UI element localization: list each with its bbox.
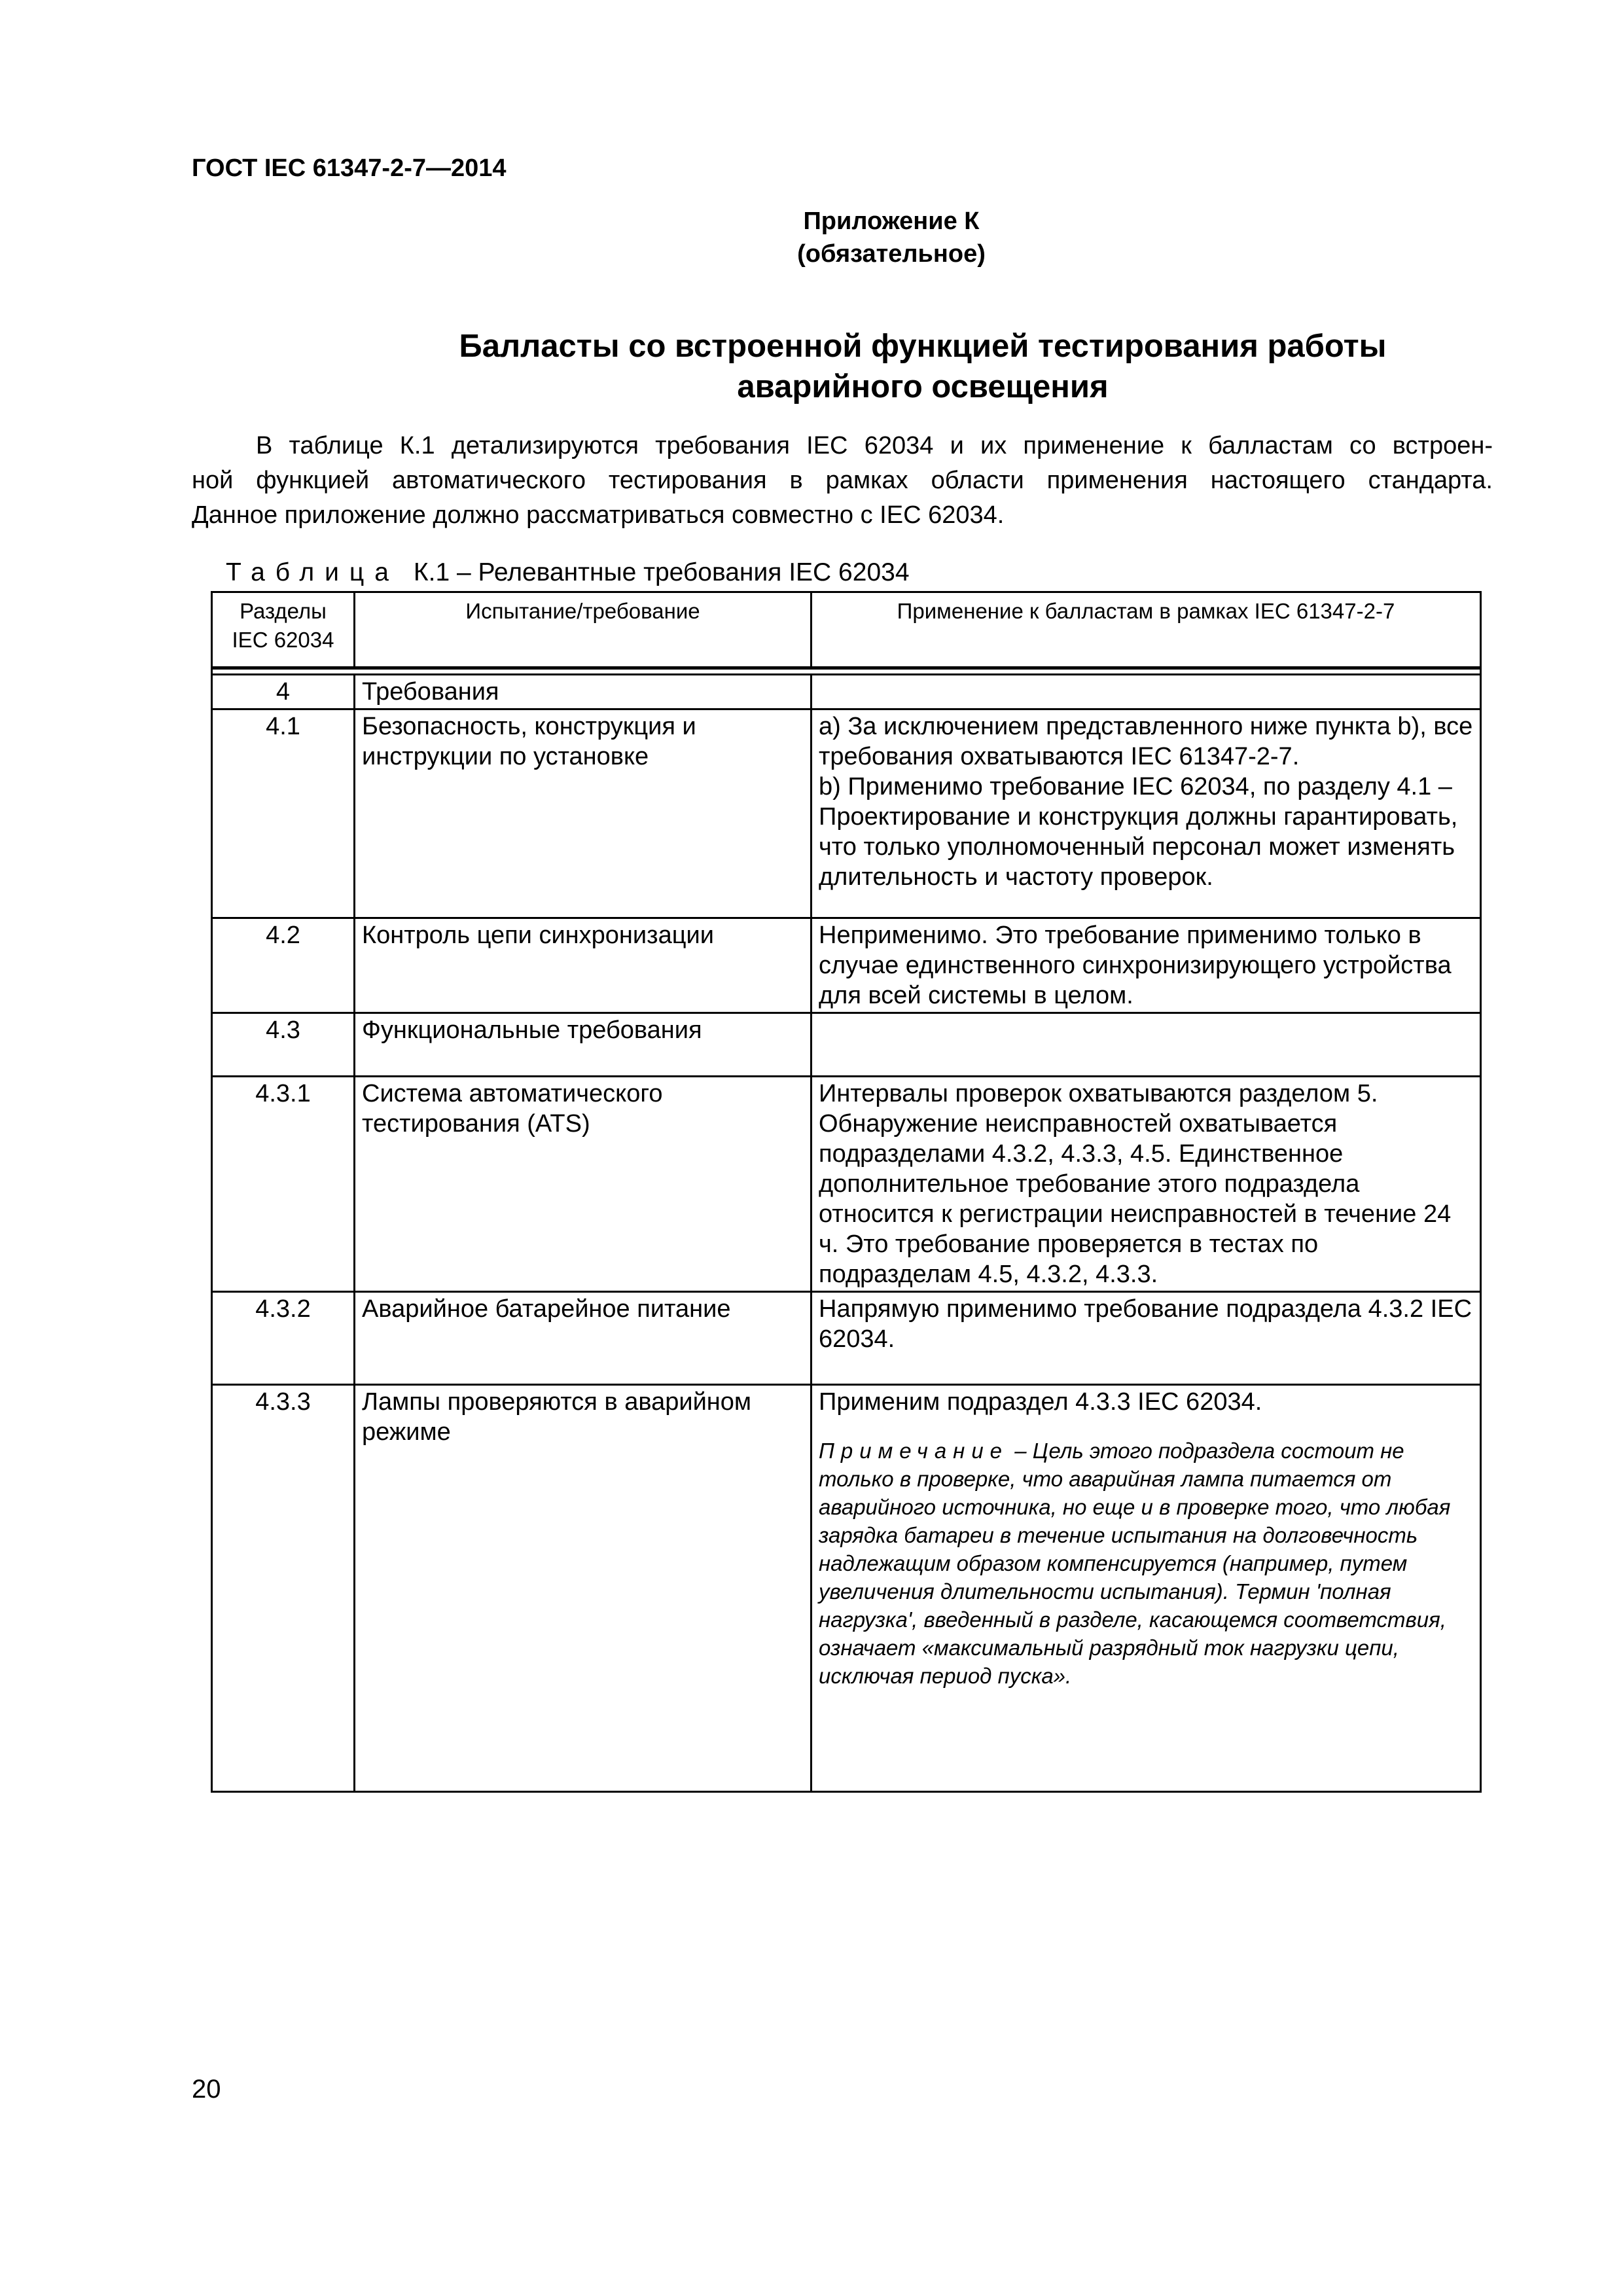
row-application: Интервалы проверок охватываются разделом 5. Обнаружение неисправностей охватывается подразделами 4.3.2, 4.3.3, 4.5. Единственное дополнительное требование этого подраздела относится к регистрации неисправностей в течение 24 ч. Это требование проверяется в тестах по подразделам 4.5, 4.3.2, 4.3.3. <box>812 1077 1481 1292</box>
row-requirement: Аварийное батарейное питание <box>355 1292 812 1385</box>
row-requirement: Требования <box>355 675 812 709</box>
row-section: 4.3.1 <box>212 1077 355 1292</box>
table-row <box>212 918 1481 1013</box>
table-caption-text: К.1 – Релевантные требования IEC 62034 <box>413 558 910 586</box>
header-sections-line-2: IEC 62034 <box>232 628 334 652</box>
intro-line-2: ной функцией автоматического тестирования в рамках области применения настоящего стандарта. <box>192 467 1493 494</box>
row-application <box>812 1385 1481 1792</box>
header-divider <box>212 668 1481 675</box>
intro-line-1: В таблице К.1 детализируются требования IEC 62034 и их применение к балластам со встроен- <box>256 432 1493 459</box>
row-application: Напрямую применимо требование подраздела 4.3.2 IEC 62034. <box>812 1292 1481 1385</box>
table-row <box>212 675 1481 709</box>
row-section: 4.3.3 <box>212 1385 355 1792</box>
annex-status: (обязательное) <box>797 240 986 268</box>
document-code: ГОСТ IEC 61347-2-7—2014 <box>192 154 507 182</box>
row-requirement: Функциональные требования <box>355 1013 812 1077</box>
row-section: 4.3.2 <box>212 1292 355 1385</box>
header-application: Применение к балластам в рамках IEC 61347-2-7 <box>812 592 1481 668</box>
row-application <box>812 709 1481 918</box>
row-section: 4.2 <box>212 918 355 1013</box>
row-section: 4.3 <box>212 1013 355 1077</box>
application-item-a: а) За исключением представленного ниже пункта b), все требования охватываются IEC 61347-2-7. <box>819 713 1473 770</box>
table-caption <box>226 558 910 587</box>
table-row <box>212 709 1481 918</box>
note-label: Примечание <box>819 1439 1009 1463</box>
requirements-table <box>211 591 1482 1793</box>
row-application <box>812 675 1481 709</box>
table-row <box>212 1385 1481 1792</box>
note-text: – Цель этого подраздела состоит не только в проверке, что аварийная лампа питается от аварийного источника, но еще и в проверке того, что любая зарядка батареи в течение испытания на долговечность надлежащим образом компенсируется (например, путем увеличения длительности испытания). Термин 'полная нагрузка', введенный в разделе, касающемся соответствия, означает «максимальный разрядный ток нагрузки цепи, исключая период пуска». <box>819 1439 1451 1688</box>
table-row <box>212 1077 1481 1292</box>
row-requirement: Контроль цепи синхронизации <box>355 918 812 1013</box>
table-row <box>212 1292 1481 1385</box>
row-section: 4 <box>212 675 355 709</box>
header-requirement: Испытание/требование <box>355 592 812 668</box>
header-sections-line-1: Разделы <box>240 599 327 623</box>
intro-line-3: Данное приложение должно рассматриваться совместно с IEC 62034. <box>192 501 1005 529</box>
application-text: Применим подраздел 4.3.3 IEC 62034. <box>819 1388 1262 1416</box>
row-application: Неприменимо. Это требование применимо только в случае единственного синхронизирующего устройства для всей системы в целом. <box>812 918 1481 1013</box>
table-note <box>819 1437 1473 1690</box>
application-item-b: b) Применимо требование IEC 62034, по разделу 4.1 – Проектирование и конструкция должны гарантировать, что только уполномоченный персонал может изменять длительность и частоту проверок. <box>819 773 1458 891</box>
annex-title: Приложение К <box>803 207 980 235</box>
table-caption-word: Таблица <box>226 558 399 586</box>
intro-paragraph <box>192 429 1493 533</box>
table-header-row <box>212 592 1481 668</box>
section-title-line-2: аварийного освещения <box>737 369 1109 404</box>
table-row <box>212 1013 1481 1077</box>
section-title-line-1: Балласты со встроенной функцией тестирования работы <box>459 329 1387 364</box>
row-requirement: Лампы проверяются в аварийном режиме <box>355 1385 812 1792</box>
row-application <box>812 1013 1481 1077</box>
row-requirement: Безопасность, конструкция и инструкции по установке <box>355 709 812 918</box>
header-sections <box>212 592 355 668</box>
page-number: 20 <box>192 2075 221 2104</box>
row-section: 4.1 <box>212 709 355 918</box>
row-requirement: Система автоматического тестирования (ATS) <box>355 1077 812 1292</box>
